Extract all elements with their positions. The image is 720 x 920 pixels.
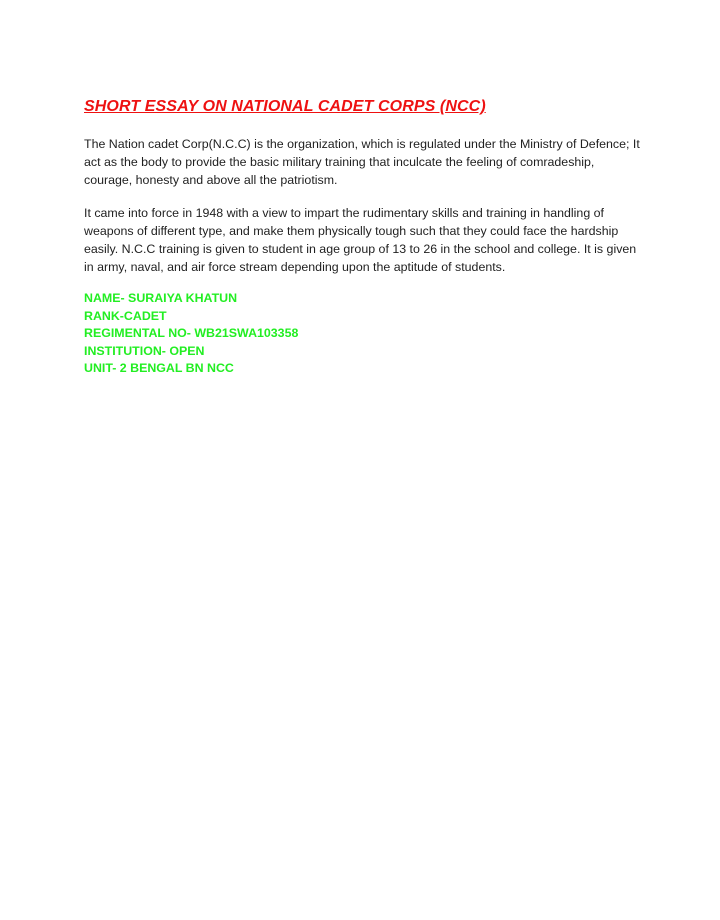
essay-title: SHORT ESSAY ON NATIONAL CADET CORPS (NCC) — [84, 98, 486, 115]
essay-paragraph-2: It came into force in 1948 with a view to impart the rudimentary skills and training in handling of weapons of different type, and make them physically tough such that they could face the hardship easily. N.C.C training is given to student in age group of 13 to 26 in the school and college. It is given in army, naval, and air force stream depending upon the aptitude of students. — [84, 206, 637, 274]
document-page — [84, 96, 644, 378]
author-rank: RANK-CADET — [84, 308, 167, 323]
unit: UNIT- 2 BENGAL BN NCC — [84, 361, 234, 376]
author-name: NAME- SURAIYA KHATUN — [84, 291, 238, 305]
essay-paragraph-1: The Nation cadet Corp(N.C.C) is the organization, which is regulated under the Ministry of Defence; It act as the body to provide the basic military training that inculcate the feeling of comradeship, courage, honesty and above all the patriotism. — [84, 137, 640, 187]
institution: INSTITUTION- OPEN — [84, 343, 205, 358]
author-details — [84, 290, 644, 378]
regimental-number: REGIMENTAL NO- WB21SWA103358 — [84, 326, 299, 341]
